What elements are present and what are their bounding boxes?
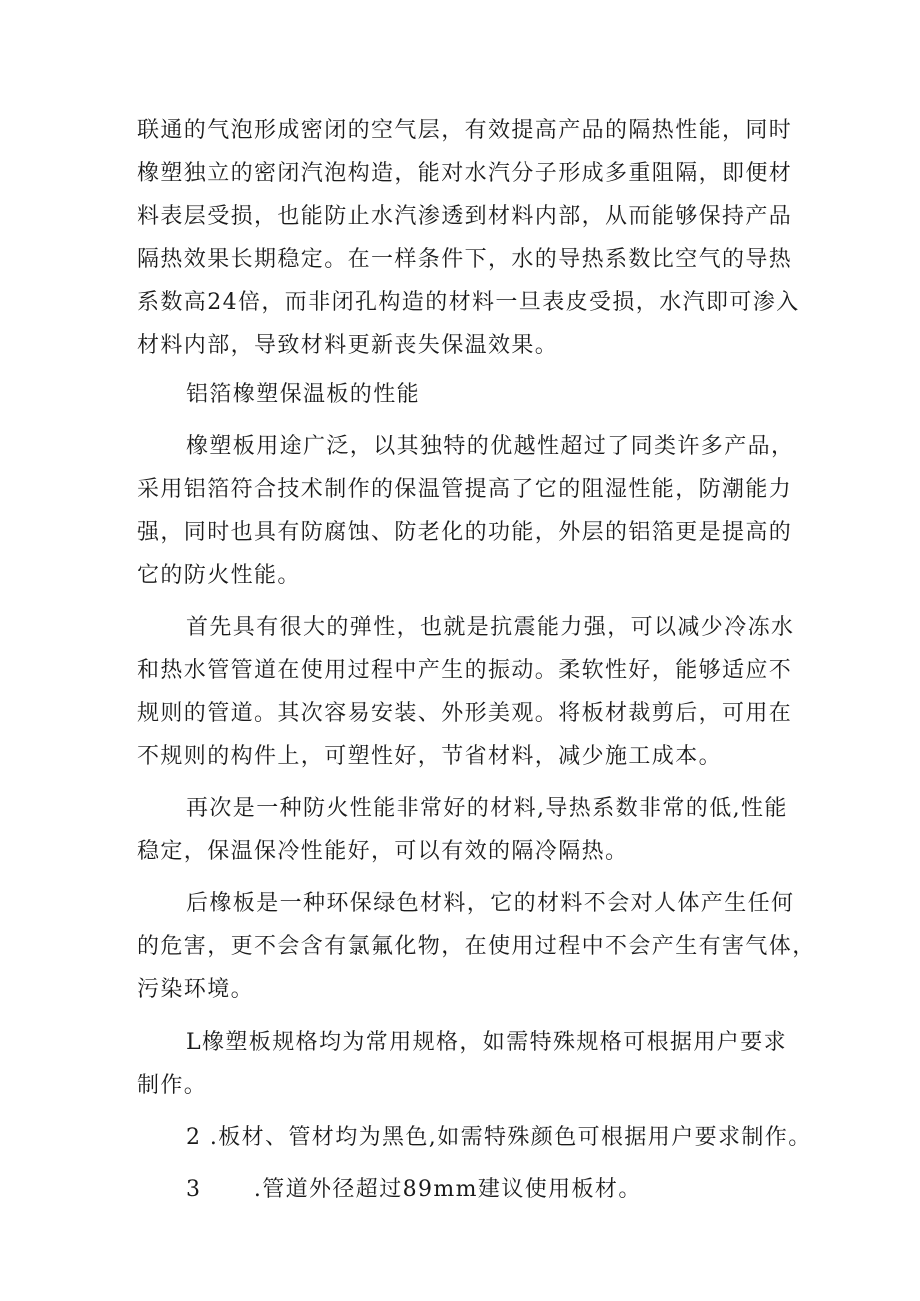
paragraph-2-line-3: 强，同时也具有防腐蚀、防老化的功能，外层的铝箔更是提高的 (137, 520, 793, 545)
paragraph-3-line-3: 规则的管道。其次容易安装、外形美观。将板材裁剪后，可用在 (137, 701, 793, 726)
paragraph-4-line-1: 再次是一种防火性能非常好的材料,导热系数非常的低,性能 (186, 796, 788, 821)
paragraph-5-line-3: 污染环境。 (137, 977, 255, 1002)
paragraph-1-line-4: 隔热效果长期稳定。在一样条件下，水的导热系数比空气的导热 (137, 247, 793, 272)
paragraph-2-line-4: 它的防火性能。 (137, 563, 301, 588)
list-item-3-text: .管道外径超过89mm建议使用板材。 (253, 1177, 642, 1202)
list-item-2-number: 2 (186, 1125, 202, 1150)
paragraph-1-line-2: 橡塑独立的密闭汽泡构造，能对水汽分子形成多重阻隔，即便材 (137, 161, 793, 186)
list-item-2-text: .板材、管材均为黑色,如需特殊颜色可根据用户要求制作。 (209, 1125, 812, 1150)
paragraph-1-line-1: 联通的气泡形成密闭的空气层，有效提高产品的隔热性能，同时 (137, 118, 793, 143)
paragraph-3-line-2: 和热水管管道在使用过程中产生的振动。柔软性好，能够适应不 (137, 658, 793, 683)
paragraph-5-line-2: 的危害，更不会含有氯氟化物，在使用过程中不会产生有害气体， (137, 934, 816, 959)
paragraph-6-line-1: L橡塑板规格均为常用规格，如需特殊规格可根据用户要求 (186, 1030, 788, 1055)
paragraph-2-line-2: 采用铝箔符合技术制作的保温管提高了它的阻湿性能，防潮能力 (137, 477, 793, 502)
paragraph-3-line-1: 首先具有很大的弹性，也就是抗震能力强，可以减少冷冻水 (186, 615, 795, 640)
list-item-3 (186, 1175, 846, 1205)
paragraph-1-line-5: 系数高24倍，而非闭孔构造的材料一旦表皮受损，水汽即可渗入 (137, 290, 800, 315)
section-heading: 铝箔橡塑保温板的性能 (186, 382, 421, 407)
paragraph-1-line-3: 料表层受损，也能防止水汽渗透到材料内部，从而能够保持产品 (137, 204, 793, 229)
paragraph-6-line-2: 制作。 (137, 1073, 208, 1098)
list-item-3-number: 3 (186, 1177, 202, 1202)
paragraph-4-line-2: 稳定，保温保冷性能好，可以有效的隔冷隔热。 (137, 839, 629, 864)
paragraph-3-line-4: 不规则的构件上，可塑性好，节省材料，减少施工成本。 (137, 744, 723, 769)
paragraph-1-line-6: 材料内部，导致材料更新丧失保温效果。 (137, 333, 559, 358)
paragraph-2-line-1: 橡塑板用途广泛，以其独特的优越性超过了同类许多产品， (186, 434, 795, 459)
paragraph-5-line-1: 后橡板是一种环保绿色材料，它的材料不会对人体产生任何 (186, 891, 795, 916)
list-item-2 (186, 1123, 846, 1153)
